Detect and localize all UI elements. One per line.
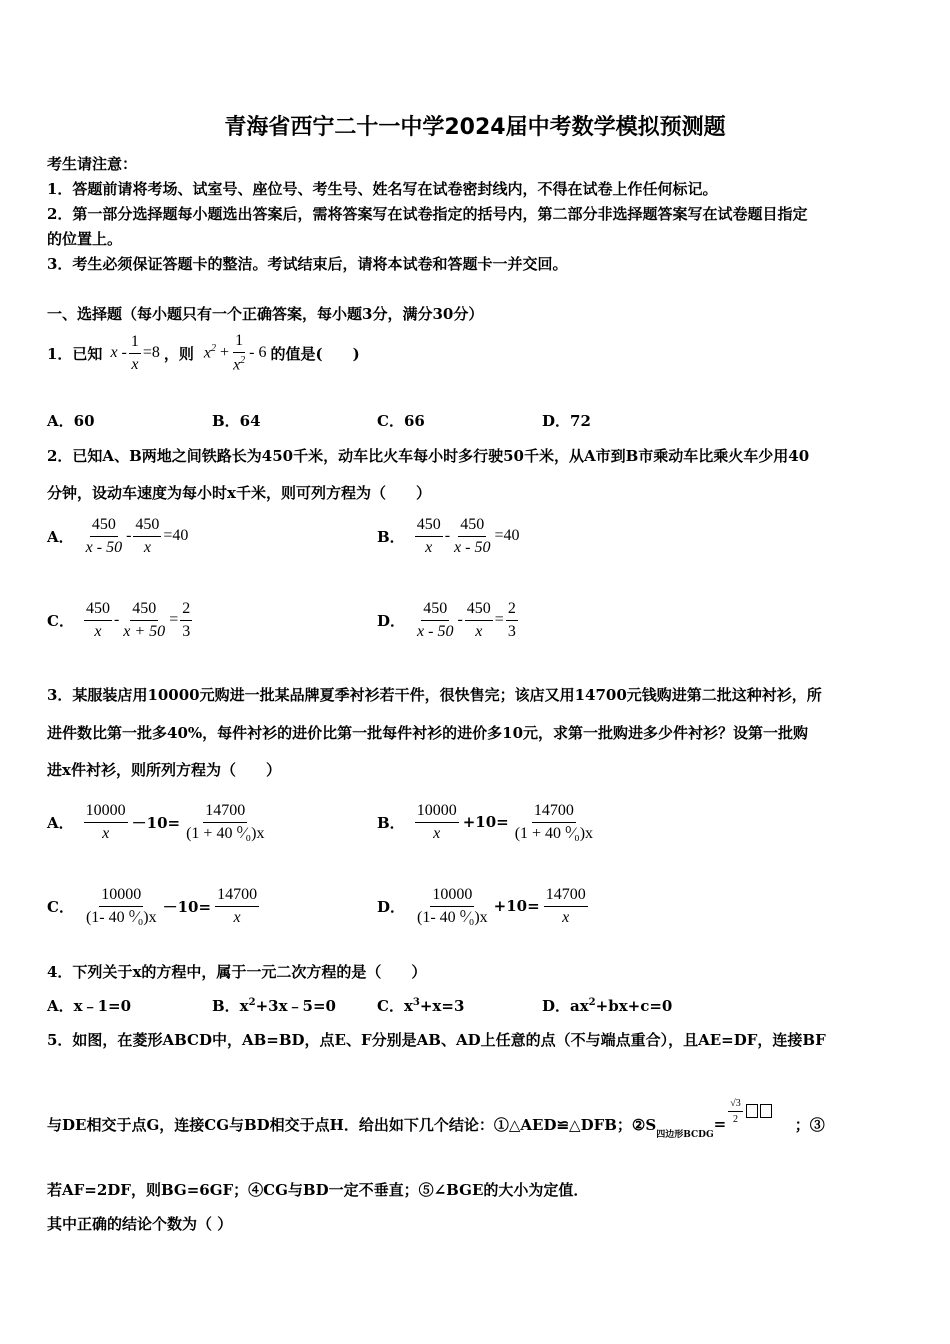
exponent: 2 xyxy=(211,343,217,355)
q1-expr2-rhs: - 6 xyxy=(249,344,267,361)
numerator: 14700 xyxy=(203,802,247,823)
fraction xyxy=(513,802,595,842)
denominator: 3 xyxy=(182,622,191,640)
q1-prefix: 1．已知 xyxy=(47,344,103,363)
notice-item: 2．第一部分选择题每小题选出答案后，需将答案写在试卷指定的括号内，第二部分非选择题答案写在试卷题目指定 xyxy=(47,205,808,223)
numerator: 1 xyxy=(233,332,245,353)
q1-option-b[interactable]: B．64 xyxy=(212,412,261,430)
fraction xyxy=(544,886,588,926)
option-text: B．x xyxy=(212,997,249,1015)
fraction xyxy=(121,600,167,640)
section-heading: 一、选择题（每小题只有一个正确答案，每小题3分，满分30分） xyxy=(47,305,484,323)
numerator: 10000 xyxy=(430,886,474,907)
numerator: 2 xyxy=(506,600,518,621)
exponent: 2 xyxy=(588,997,596,1008)
q1-expr2-plus: + xyxy=(220,344,230,361)
denominator: x xyxy=(425,538,433,556)
exponent: 2 xyxy=(248,997,256,1008)
q5-line: 其中正确的结论个数为（ ） xyxy=(47,1215,233,1233)
numerator: 1 xyxy=(129,333,141,354)
numerator: 450 xyxy=(458,516,486,537)
q4-stem: 4．下列关于x的方程中，属于一元二次方程的是（ ） xyxy=(47,963,427,981)
denominator xyxy=(231,353,247,374)
fraction xyxy=(84,516,124,556)
denominator: x xyxy=(233,908,241,926)
fraction xyxy=(84,600,112,640)
operator: - xyxy=(113,611,120,628)
fraction xyxy=(452,516,492,556)
q1-expr1-rhs: =8 xyxy=(142,344,160,361)
option-label: D． xyxy=(377,611,406,630)
numerator: 10000 xyxy=(415,802,459,823)
denominator: x xyxy=(131,355,139,373)
numerator: 2 xyxy=(180,600,192,621)
fraction xyxy=(84,886,159,926)
q2-option-b[interactable] xyxy=(377,512,519,560)
q5-line-2 xyxy=(47,1094,825,1154)
operator: +10= xyxy=(493,897,540,915)
denominator: x xyxy=(475,622,483,640)
q4-option-a[interactable] xyxy=(47,995,131,1016)
notice-item: 1．答题前请将考场、试室号、座位号、考生号、姓名写在试卷密封线内，不得在试卷上作任何标记。 xyxy=(47,180,718,198)
numerator: 450 xyxy=(90,516,118,537)
q3-line: 进x件衬衫，则所列方程为（ ） xyxy=(47,761,281,779)
q4-option-b[interactable] xyxy=(212,995,336,1016)
q1-expr1-lhs: x - xyxy=(110,344,127,361)
q3-line: 进件数比第一批多40%，每件衬衫的进价比第一批每件衬衫的进价多10元，求第一批购进多少件衬衫？设第一批购 xyxy=(47,724,809,742)
denominator: x xyxy=(102,824,110,842)
q4-option-d[interactable] xyxy=(542,995,672,1016)
q2-option-a[interactable] xyxy=(47,512,188,560)
option-label: C． xyxy=(47,611,74,630)
rhs: =40 xyxy=(494,527,520,544)
option-text: A．x﹣1=0 xyxy=(47,997,132,1015)
denominator: x - 50 xyxy=(85,538,123,556)
option-label: C． xyxy=(47,897,74,916)
fraction xyxy=(415,886,490,926)
equals: = xyxy=(169,611,179,628)
fraction xyxy=(415,802,459,842)
fraction xyxy=(84,802,128,842)
denominator: x + 50 xyxy=(123,622,166,640)
q3-option-c[interactable] xyxy=(47,876,261,936)
operator: - xyxy=(457,611,463,628)
option-text-rest: +x=3 xyxy=(419,997,465,1015)
notice-heading: 考生请注意： xyxy=(47,155,138,173)
option-text: D．ax xyxy=(542,997,589,1015)
numerator: √3 xyxy=(728,1098,743,1112)
q3-option-b[interactable] xyxy=(377,792,597,852)
rhs: =40 xyxy=(163,527,189,544)
option-text-rest: +3x﹣5=0 xyxy=(255,997,336,1015)
fraction xyxy=(180,600,192,640)
q5-text: 与DE相交于点G，连接CG与BD相交于点H．给出如下几个结论：①△AED≌△DFB；②S xyxy=(47,1115,657,1134)
denominator: (1 + 40 ⁰⁄₀)x xyxy=(514,824,594,842)
numerator: 450 xyxy=(465,600,493,621)
q2-line: 2．已知A、B两地之间铁路长为450千米，动车比火车每小时多行驶50千米，从A市到B市乘动车比乘火车少用40 xyxy=(47,447,810,465)
operator: - xyxy=(444,527,451,544)
placeholder-box-icon xyxy=(760,1104,772,1118)
numerator: 10000 xyxy=(99,886,143,907)
den-exponent: 2 xyxy=(240,354,246,366)
operator: －10= xyxy=(131,813,181,832)
denominator: (1 + 40 ⁰⁄₀)x xyxy=(186,824,265,842)
notice-item: 3．考生必须保证答题卡的整洁。考试结束后，请将本试卷和答题卡一并交回。 xyxy=(47,255,568,273)
fraction xyxy=(415,600,455,640)
numerator: 14700 xyxy=(532,802,576,823)
option-label: B． xyxy=(377,813,405,832)
numerator: 14700 xyxy=(544,886,588,907)
numerator: 450 xyxy=(415,516,443,537)
denominator: 2 xyxy=(732,1114,738,1125)
placeholder-box-icon xyxy=(746,1104,758,1118)
den-base: x xyxy=(233,356,241,374)
operator: －10= xyxy=(162,897,212,916)
q1-mid: ，则 xyxy=(163,344,194,363)
equals: = xyxy=(713,1115,727,1133)
numerator: 450 xyxy=(130,600,158,621)
q2-option-c[interactable] xyxy=(47,596,194,644)
numerator: 14700 xyxy=(215,886,259,907)
notice-item: 的位置上。 xyxy=(47,230,123,248)
denominator: x xyxy=(143,538,151,556)
page-title: 青海省西宁二十一中学2024届中考数学模拟预测题 xyxy=(224,115,726,140)
q1-expr2-fraction xyxy=(231,332,247,374)
q5-tail: ；③ xyxy=(794,1115,825,1134)
q5-line: 5．如图，在菱形ABCD中，AB=BD，点E、F分别是AB、AD上任意的点（不与端点重合），且AE=DF，连接BF xyxy=(47,1031,826,1049)
denominator: (1- 40 ⁰⁄₀)x xyxy=(85,908,157,926)
denominator: x xyxy=(562,908,570,926)
numerator: 450 xyxy=(84,600,112,621)
denominator: 3 xyxy=(507,622,516,640)
fraction xyxy=(415,516,443,556)
denominator: x xyxy=(433,824,441,842)
q3-option-a[interactable] xyxy=(47,792,268,852)
fraction xyxy=(215,886,259,926)
denominator: (1- 40 ⁰⁄₀)x xyxy=(417,908,488,926)
q1-suffix: 的值是( ) xyxy=(270,344,360,363)
denominator: x - 50 xyxy=(417,622,454,640)
fraction xyxy=(506,600,518,640)
subscript: 四边形BCDG xyxy=(656,1130,714,1140)
q5-line: 若AF=2DF，则BG=6GF；④CG与BD一定不垂直；⑤∠BGE的大小为定值． xyxy=(47,1181,589,1199)
option-text: C．x xyxy=(377,997,413,1015)
q4-option-c[interactable] xyxy=(377,995,464,1016)
q1-option-d[interactable]: D．72 xyxy=(542,412,591,430)
base: x xyxy=(203,344,212,362)
q3-line: 3．某服装店用10000元购进一批某品牌夏季衬衫若干件，很快售完；该店又用14700元钱购进第二批这种衬衫，所 xyxy=(47,686,822,704)
option-label: A． xyxy=(47,813,74,832)
denominator: x xyxy=(94,622,102,640)
fraction xyxy=(184,802,266,842)
q3-option-d[interactable] xyxy=(377,876,590,936)
q2-option-d[interactable] xyxy=(377,596,520,644)
option-label: A． xyxy=(47,527,74,546)
q2-line: 分钟，设动车速度为每小时x千米，则可列方程为（ ） xyxy=(47,484,431,502)
question-1 xyxy=(47,330,360,376)
option-label: B． xyxy=(377,527,405,546)
numerator: 10000 xyxy=(84,802,128,823)
fraction xyxy=(133,516,161,556)
exponent: 3 xyxy=(412,997,420,1008)
operator: - xyxy=(126,527,132,544)
option-label: D． xyxy=(377,897,406,916)
q1-expr2-lhs xyxy=(204,343,216,362)
q1-expr1-fraction xyxy=(129,333,141,373)
option-text-rest: +bx+c=0 xyxy=(595,997,673,1015)
operator: +10= xyxy=(462,813,509,831)
equals: = xyxy=(494,611,504,628)
numerator: 450 xyxy=(133,516,161,537)
fraction xyxy=(465,600,493,640)
q1-option-c[interactable]: C．66 xyxy=(377,412,425,430)
small-fraction xyxy=(728,1098,743,1125)
denominator: x - 50 xyxy=(454,538,491,556)
numerator: 450 xyxy=(421,600,449,621)
q1-option-a[interactable]: A．60 xyxy=(47,412,95,430)
